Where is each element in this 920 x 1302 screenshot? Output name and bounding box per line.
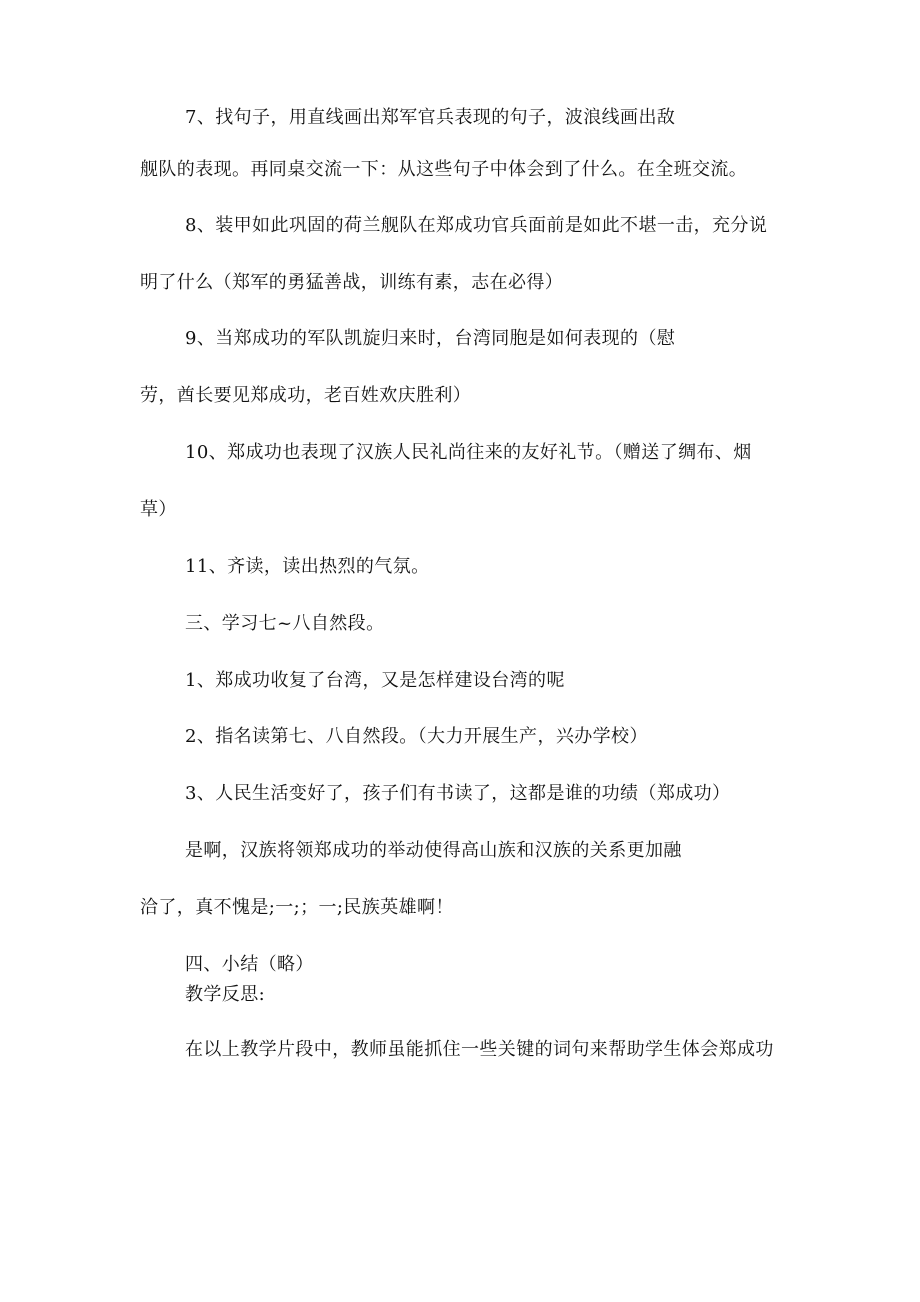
paragraph-line: 10、郑成功也表现了汉族人民礼尚往来的友好礼节。（赠送了绸布、烟 xyxy=(185,442,752,463)
paragraph-line: 2、指名读第七、八自然段。（大力开展生产，兴办学校） xyxy=(185,726,648,747)
paragraph-line: 劳，酋长要见郑成功，老百姓欢庆胜利） xyxy=(140,385,472,406)
paragraph-line: 明了什么（郑军的勇猛善战，训练有素，志在必得） xyxy=(140,272,564,293)
paragraph-line: 是啊，汉族将领郑成功的举动使得高山族和汉族的关系更加融 xyxy=(185,840,682,861)
section-heading: 四、小结（略） xyxy=(185,954,314,975)
paragraph-line: 3、人民生活变好了，孩子们有书读了，这都是谁的功绩（郑成功） xyxy=(185,783,731,804)
paragraph-line: 草） xyxy=(140,499,177,520)
reflection-heading: 教学反思: xyxy=(185,984,266,1005)
paragraph-line: 9、当郑成功的军队凯旋归来时，台湾同胞是如何表现的（慰 xyxy=(185,328,676,349)
section-heading: 三、学习七~八自然段。 xyxy=(185,613,385,634)
paragraph-line: 舰队的表现。再同桌交流一下：从这些句子中体会到了什么。在全班交流。 xyxy=(140,159,748,180)
paragraph-line: 1、郑成功收复了台湾，又是怎样建设台湾的呢 xyxy=(185,670,565,691)
paragraph-line: 7、找句子，用直线画出郑军官兵表现的句子，波浪线画出敌 xyxy=(185,107,676,128)
paragraph-line: 11、齐读，读出热烈的气氛。 xyxy=(185,556,430,577)
paragraph-line: 在以上教学片段中，教师虽能抓住一些关键的词句来帮助学生体会郑成功 xyxy=(185,1039,774,1060)
paragraph-line: 8、装甲如此巩固的荷兰舰队在郑成功官兵面前是如此不堪一击，充分说 xyxy=(185,215,768,236)
paragraph-line: 洽了，真不愧是;一;；一;民族英雄啊！ xyxy=(140,897,454,918)
